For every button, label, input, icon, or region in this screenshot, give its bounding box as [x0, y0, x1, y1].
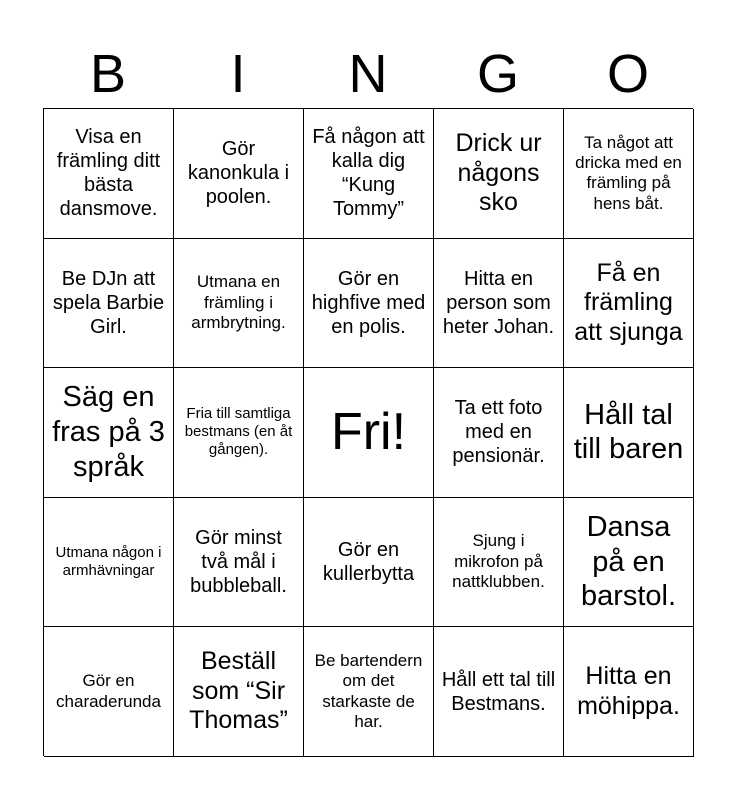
bingo-cell[interactable]: Håll tal till baren — [564, 368, 694, 498]
bingo-cell[interactable]: Beställ som “Sir Thomas” — [174, 627, 304, 757]
bingo-cell[interactable]: Utmana en främling i armbrytning. — [174, 239, 304, 369]
bingo-cell[interactable]: Få någon att kalla dig “Kung Tommy” — [304, 109, 434, 239]
bingo-header — [43, 40, 693, 108]
bingo-cell[interactable]: Visa en främling ditt bästa dansmove. — [44, 109, 174, 239]
bingo-cell[interactable]: Håll ett tal till Bestmans. — [434, 627, 564, 757]
bingo-cell[interactable]: Fria till samtliga bestmans (en åt gången). — [174, 368, 304, 498]
bingo-cell[interactable]: Hitta en person som heter Johan. — [434, 239, 564, 369]
bingo-cell[interactable]: Gör kanonkula i poolen. — [174, 109, 304, 239]
header-letter-o: O — [606, 44, 649, 104]
header-letter-n: N — [348, 44, 388, 104]
header-letter-b: B — [89, 44, 127, 104]
bingo-grid — [43, 108, 693, 756]
bingo-cell[interactable]: Ta ett foto med en pensionär. — [434, 368, 564, 498]
bingo-cell[interactable]: Få en främling att sjunga — [564, 239, 694, 369]
header-letter-i: I — [230, 44, 246, 104]
bingo-cell[interactable]: Sjung i mikrofon på nattklubben. — [434, 498, 564, 628]
bingo-cell[interactable]: Gör en highfive med en polis. — [304, 239, 434, 369]
bingo-cell[interactable]: Dansa på en barstol. — [564, 498, 694, 628]
header-letter-g: G — [476, 44, 519, 104]
bingo-cell[interactable]: Gör minst två mål i bubbleball. — [174, 498, 304, 628]
bingo-cell[interactable]: Utmana någon i armhävningar — [44, 498, 174, 628]
bingo-cell[interactable]: Säg en fras på 3 språk — [44, 368, 174, 498]
bingo-cell[interactable]: Ta något att dricka med en främling på hens båt. — [564, 109, 694, 239]
bingo-cell[interactable]: Gör en kullerbytta — [304, 498, 434, 628]
bingo-cell[interactable]: Drick ur någons sko — [434, 109, 564, 239]
bingo-cell[interactable]: Be DJn att spela Barbie Girl. — [44, 239, 174, 369]
bingo-cell[interactable]: Hitta en möhippa. — [564, 627, 694, 757]
free-space-cell[interactable]: Fri! — [304, 368, 434, 498]
bingo-cell[interactable]: Be bartendern om det starkaste de har. — [304, 627, 434, 757]
bingo-cell[interactable]: Gör en charaderunda — [44, 627, 174, 757]
